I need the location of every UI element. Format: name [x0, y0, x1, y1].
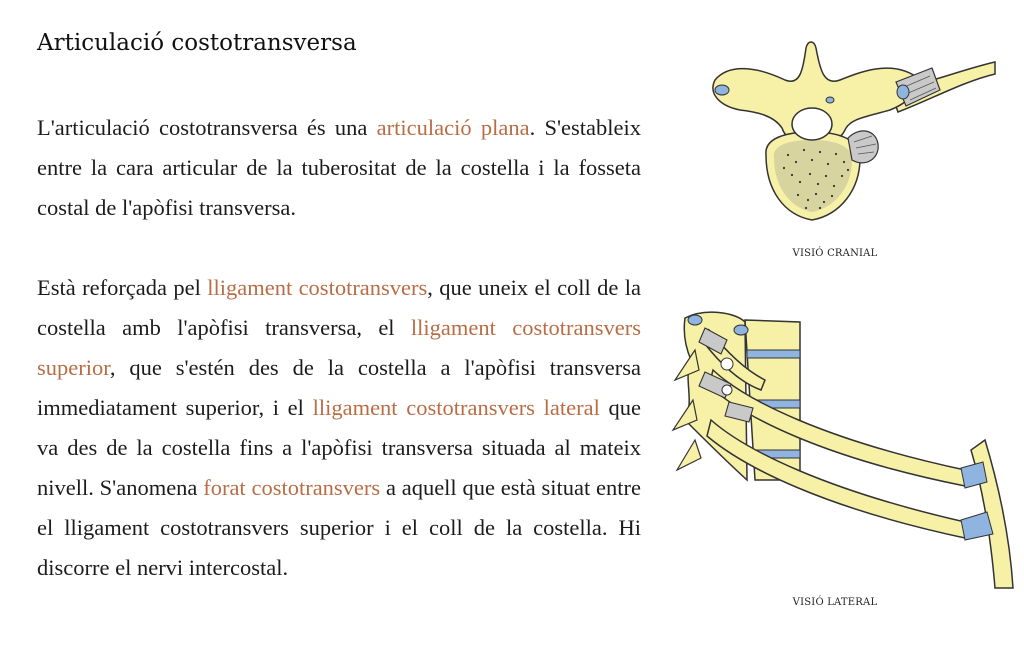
sternum	[971, 440, 1013, 588]
text-segment: . S'estableix entre la cara articular de la tuberositat de la costella i la fosseta costal de l'apòfisi transversa.	[37, 115, 641, 220]
text-column	[37, 108, 641, 628]
articular-facet	[826, 97, 834, 103]
text-segment: que va des de la costella fins a l'apòfisi transversa situada al mateix nivell. S'anomena	[37, 395, 641, 500]
articular-facet	[715, 85, 729, 95]
paragraph-1	[37, 108, 641, 228]
articular-facet	[734, 325, 748, 335]
cranial-caption: VISIÓ CRANIAL	[792, 248, 878, 259]
text-segment: a aquell que està situat entre el lligament costotransvers superior i el coll de la costella. Hi discorre el nervi intercostal.	[37, 475, 641, 580]
costotransverse-foramen	[721, 358, 733, 370]
link-lligament-costotransvers-superior[interactable]: lligament costotransvers superior	[37, 315, 641, 380]
lateral-view-illustration	[665, 290, 1020, 590]
text-segment: , que uneix el coll de la costella amb l'apòfisi transversa, el	[37, 275, 641, 340]
page-title: Articulació costotransversa	[37, 30, 357, 56]
link-lligament-costotransvers[interactable]: lligament costotransvers	[207, 275, 428, 300]
costal-cartilage	[961, 512, 993, 540]
lateral-caption: VISIÓ LATERAL	[792, 597, 878, 608]
link-forat-costotransvers[interactable]: forat costotransvers	[203, 475, 381, 500]
intervertebral-disc	[747, 350, 800, 358]
vertebral-foramen	[792, 108, 832, 140]
costotransverse-foramen	[722, 385, 732, 395]
articular-facet	[688, 315, 702, 325]
link-lligament-costotransvers-lateral[interactable]: lligament costotransvers lateral	[312, 395, 600, 420]
paragraph-2	[37, 268, 641, 588]
text-segment: Està reforçada pel	[37, 275, 208, 300]
text-segment: , que s'estén des de la costella a l'apòfisi transversa immediatament superior, i el	[37, 355, 641, 420]
spinous-process	[677, 440, 701, 470]
link-articulacio-plana[interactable]: articulació plana	[376, 115, 530, 140]
articular-facet	[897, 85, 909, 99]
text-segment: L'articulació costotransversa és una	[37, 115, 377, 140]
cranial-view-illustration	[700, 30, 1000, 245]
